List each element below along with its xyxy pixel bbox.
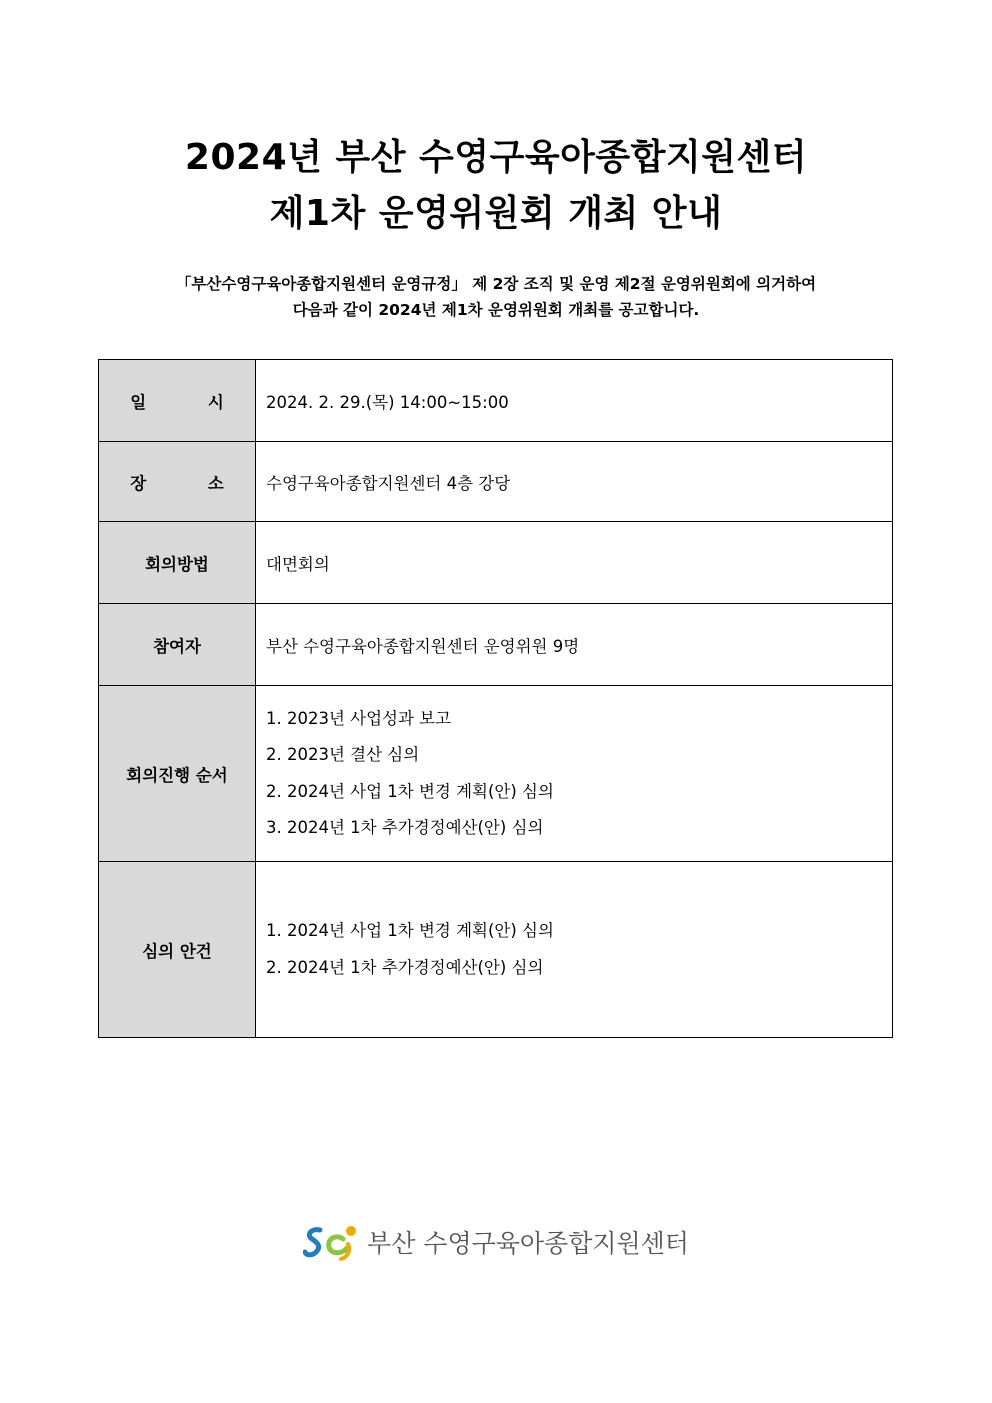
list-item: 2. 2024년 사업 1차 변경 계획(안) 심의 xyxy=(266,781,554,801)
agenda-label: 심의 안건 xyxy=(99,862,256,1038)
table-row-agenda xyxy=(99,862,893,1038)
list-item: 2. 2024년 1차 추가경정예산(안) 심의 xyxy=(266,957,544,977)
order-label: 회의진행 순서 xyxy=(99,686,256,862)
method-label: 회의방법 xyxy=(99,522,256,604)
list-item: 1. 2024년 사업 1차 변경 계획(안) 심의 xyxy=(266,921,554,940)
table-row-place xyxy=(99,442,893,522)
datetime-label: 일 시 xyxy=(130,392,252,412)
datetime-label-cell xyxy=(99,360,256,442)
meeting-info-table xyxy=(98,359,893,1038)
intro-line1: 「부산수영구육아종합지원센터 운영규정」 제 2장 조직 및 운영 제2절 운영위원회에 의거하여 xyxy=(175,275,817,293)
list-item: 1. 2023년 사업성과 보고 xyxy=(266,708,452,728)
footer xyxy=(0,1222,992,1266)
table-row-datetime xyxy=(99,360,893,442)
place-label-cell xyxy=(99,442,256,522)
datetime-value: 2024. 2. 29.(목) 14:00~15:00 xyxy=(256,360,893,442)
attendees-label: 참여자 xyxy=(99,604,256,686)
place-label: 장 소 xyxy=(130,473,252,493)
footer-brand xyxy=(303,1222,689,1266)
page-title-line1: 2024년 부산 수영구육아종합지원센터 xyxy=(184,137,808,178)
table-row-attendees xyxy=(99,604,893,686)
table-row-method xyxy=(99,522,893,604)
order-list xyxy=(256,686,893,862)
list-item: 3. 2024년 1차 추가경정예산(안) 심의 xyxy=(266,818,544,837)
attendees-value: 부산 수영구육아종합지원센터 운영위원 9명 xyxy=(256,604,893,686)
place-value: 수영구육아종합지원센터 4층 강당 xyxy=(256,442,893,522)
intro-line2: 다음과 같이 2024년 제1차 운영위원회 개최를 공고합니다. xyxy=(292,301,700,319)
agenda-list xyxy=(256,862,893,1038)
page-title-line2: 제1차 운영위원회 개최 안내 xyxy=(269,193,723,234)
method-value: 대면회의 xyxy=(256,522,893,604)
center-logo-icon xyxy=(303,1222,359,1266)
table-row-order xyxy=(99,686,893,862)
list-item: 2. 2023년 결산 심의 xyxy=(266,745,420,764)
footer-org-name: 부산 수영구육아종합지원센터 xyxy=(367,1229,689,1258)
